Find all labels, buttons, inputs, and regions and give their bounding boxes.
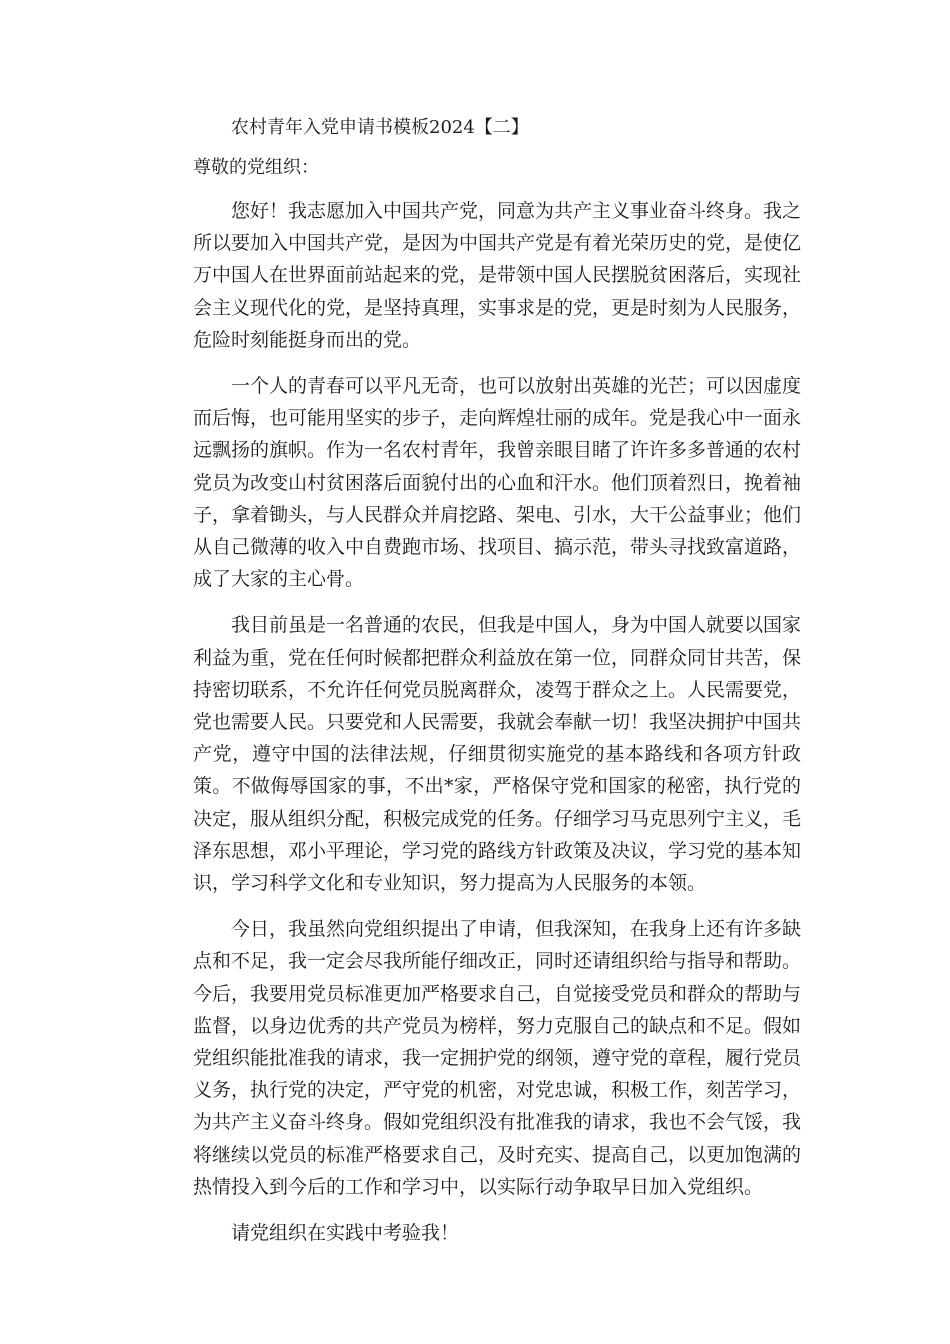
paragraph-2: 一个人的青春可以平凡无奇，也可以放射出英雄的光芒；可以因虚度而后悔，也可能用坚实的步子，走向辉煌壮丽的成年。党是我心中一面永远飘扬的旗帜。作为一名农村青年，我曾亲眼目睹了许许多多普通的农村党员为改变山村贫困落后面貌付出的心血和汗水。他们顶着烈日，挽着袖子，拿着锄头，与人民群众并肩挖路、架电、引水，大干公益事业；他们从自己微薄的收入中自费跑市场、找项目、搞示范，带头寻找致富道路，成了大家的主心骨。: [193, 375, 802, 591]
paragraph-4: 今日，我虽然向党组织提出了申请，但我深知，在我身上还有许多缺点和不足，我一定会尽我所能仔细改正，同时还请组织给与指导和帮助。今后，我要用党员标准更加严格要求自己，自觉接受党员和群众的帮助与监督，以身边优秀的共产党员为榜样，努力克服自己的缺点和不足。假如党组织能批准我的请求，我一定拥护党的纲领，遵守党的章程，履行党员义务，执行党的决定，严守党的机密，对党忠诚，积极工作，刻苦学习，为共产主义奋斗终身。假如党组织没有批准我的请求，我也不会气馁，我将继续以党员的标准严格要求自己，及时充实、提高自己，以更加饱满的热情投入到今后的工作和学习中，以实际行动争取早日加入党组织。: [193, 918, 802, 1198]
salutation: 尊敬的党组织：: [193, 157, 319, 178]
closing-line: 请党组织在实践中考验我！: [231, 1222, 460, 1245]
document-title: 农村青年入党申请书模板2024【二】: [231, 117, 529, 138]
paragraph-1: 您好！我志愿加入中国共产党，同意为共产主义事业奋斗终身。我之所以要加入中国共产党，是因为中国共产党是有着光荣历史的党，是使亿万中国人在世界面前站起来的党，是带领中国人民摆脱贫困落后，实现社会主义现代化的党，是坚持真理，实事求是的党，更是时刻为人民服务，危险时刻能挺身而出的党。: [193, 200, 802, 351]
paragraph-3: 我目前虽是一名普通的农民，但我是中国人，身为中国人就要以国家利益为重，党在任何时候都把群众利益放在第一位，同群众同甘共苦，保持密切联系，不允许任何党员脱离群众，凌驾于群众之上。人民需要党，党也需要人民。只要党和人民需要，我就会奉献一切！我坚决拥护中国共产党，遵守中国的法律法规，仔细贯彻实施党的基本路线和各项方针政策。不做侮辱国家的事，不出*家，严格保守党和国家的秘密，执行党的决定，服从组织分配，积极完成党的任务。仔细学习马克思列宁主义，毛泽东思想，邓小平理论，学习党的路线方针政策及决议，学习党的基本知识，学习科学文化和专业知识，努力提高为人民服务的本领。: [193, 614, 802, 895]
document-body: [193, 195, 801, 1249]
